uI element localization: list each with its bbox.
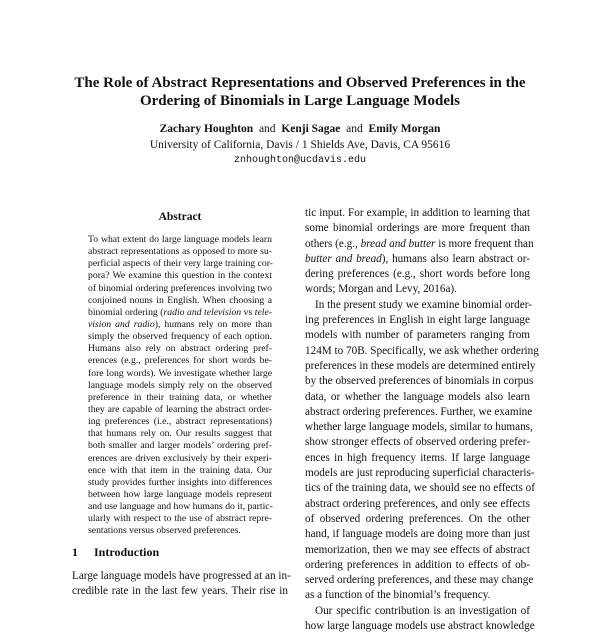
- text-span: conjoined nouns in English. When choosing a: [88, 294, 272, 306]
- section-title: Introduction: [94, 545, 160, 559]
- text-span: study provides further insights into differences: [88, 476, 272, 488]
- section-heading-introduction: [72, 545, 159, 560]
- text-line: [305, 405, 533, 420]
- introduction-right-column: [305, 206, 539, 634]
- text-span: Large language models have progressed at an in-: [72, 570, 291, 582]
- text-span: To what extent do large language models learn: [88, 234, 272, 245]
- text-line: [305, 252, 530, 267]
- text-span: erences (e.g., preferences for short words be-: [88, 355, 272, 367]
- text-line: [305, 497, 530, 512]
- text-line: [305, 282, 530, 297]
- abstract-body: [88, 234, 272, 538]
- text-line: [305, 237, 534, 252]
- text-span: ), humans also learn abstract or-: [381, 252, 530, 265]
- text-span: In the present study we examine binomial order-: [315, 298, 532, 311]
- text-line: [305, 527, 530, 542]
- text-line: [88, 477, 272, 489]
- text-line: [305, 451, 530, 466]
- text-line: [88, 428, 272, 440]
- text-line: [305, 604, 530, 619]
- text-line: [305, 588, 530, 603]
- text-line: [305, 573, 534, 588]
- text-span: show stronger effects of observed ordering prefer-: [305, 436, 530, 449]
- author-name: Kenji Sagae: [281, 123, 341, 135]
- text-line: [88, 331, 272, 343]
- text-span: abstract representations as opposed to more su-: [88, 246, 272, 258]
- text-span: preference in their training data, or whether: [88, 391, 272, 403]
- text-span: data, or whether the language models also learn: [305, 390, 530, 403]
- text-span: as a function of the binomial’s frequency.: [305, 589, 491, 602]
- text-line: [305, 344, 539, 359]
- text-line: [305, 558, 530, 573]
- text-line: [305, 267, 530, 282]
- text-line: [88, 307, 272, 319]
- text-line: [305, 481, 535, 496]
- text-line: [88, 440, 272, 452]
- italic-text: vision and radio: [88, 318, 155, 330]
- text-span: is more frequent than: [435, 237, 534, 250]
- italic-text: radio and television: [163, 306, 242, 318]
- text-span: binomial ordering (: [88, 306, 164, 318]
- text-line: [305, 420, 533, 435]
- text-span: ing preferences in English in eight large language: [305, 314, 530, 327]
- author-email: znhoughton@ucdavis.edu: [233, 155, 367, 166]
- author-name: Emily Morgan: [368, 123, 441, 135]
- italic-text: butter and bread: [305, 252, 382, 265]
- text-line: [305, 374, 534, 389]
- text-span: models are just reproducing superficial characteris-: [305, 467, 535, 480]
- text-span: how large language models use abstract knowledge: [305, 620, 535, 633]
- introduction-left-column: [72, 569, 291, 600]
- text-line: [72, 569, 291, 584]
- text-span: of observed ordering preferences. On the other: [305, 512, 530, 525]
- text-line: [88, 246, 272, 258]
- text-span: that humans rely on. Our results suggest that: [88, 428, 272, 440]
- text-span: memorization, then we may see effects of abstract: [305, 543, 530, 556]
- text-line: [88, 368, 272, 380]
- text-line: [88, 258, 272, 270]
- text-span: simply the observed frequency of each option.: [88, 331, 272, 343]
- text-span: pora? We examine this question in the context: [88, 270, 272, 282]
- text-span: of binomial ordering preferences involving two: [88, 282, 272, 294]
- text-line: [88, 355, 272, 367]
- text-line: [88, 513, 272, 525]
- text-line: [305, 359, 536, 374]
- text-line: [88, 453, 272, 465]
- abstract-heading: Abstract: [158, 211, 202, 223]
- text-line: [305, 206, 530, 221]
- text-span: perficial aspects of their very large training cor-: [88, 258, 273, 270]
- text-line: [88, 501, 272, 513]
- text-span: fore long words). We investigate whether large: [88, 367, 272, 379]
- text-span: between how large language models represent: [88, 488, 272, 500]
- title-line-2: Ordering of Binomials in Large Language Models: [139, 93, 460, 109]
- paper-title: [0, 74, 600, 110]
- text-line: [88, 319, 272, 331]
- text-span: vs: [241, 306, 255, 318]
- text-line: [305, 466, 535, 481]
- text-line: [88, 270, 272, 282]
- text-span: Our specific contribution is an investigation of: [315, 604, 530, 617]
- text-span: ences in high frequency items. If large language: [305, 451, 530, 464]
- text-span: they are capable of learning the abstract order-: [88, 403, 272, 415]
- text-line: [88, 404, 272, 416]
- text-span: 124M to 70B. Specifically, we ask whether ordering: [305, 344, 539, 357]
- text-line: [305, 390, 530, 405]
- text-span: sentations versus observed preferences.: [88, 525, 241, 537]
- text-line: [305, 221, 530, 236]
- text-line: [88, 380, 272, 392]
- italic-text: bread and butter: [360, 237, 436, 250]
- text-line: [88, 295, 272, 307]
- affiliation: University of California, Davis / 1 Shields Ave, Davis, CA 95616: [149, 139, 451, 151]
- text-span: tics of the training data, we should see no effects of: [305, 482, 535, 495]
- text-span: tic input. For example, in addition to learning that: [305, 207, 530, 219]
- text-line: [88, 489, 272, 501]
- text-line: [88, 343, 272, 355]
- text-span: Humans also rely on abstract ordering pref-: [88, 343, 272, 355]
- text-line: [88, 525, 272, 537]
- text-span: and use language and how humans do it, partic-: [88, 501, 273, 513]
- text-span: language models simply rely on the observed: [88, 379, 272, 391]
- author-name: Zachary Houghton: [159, 123, 254, 135]
- text-line: [305, 512, 530, 527]
- text-line: [88, 392, 272, 404]
- text-span: abstract ordering preferences, and only see effects: [305, 497, 530, 510]
- text-span: whether large language models, similar to humans,: [305, 421, 533, 434]
- text-span: ularly with respect to the use of abstract repre-: [88, 513, 272, 525]
- author-conjunction: and: [258, 123, 276, 135]
- text-line: [305, 435, 530, 450]
- text-line: [88, 234, 272, 246]
- text-line: [88, 465, 272, 477]
- text-span: ), humans rely on more than: [154, 318, 272, 330]
- text-span: erences are driven exclusively by their experi-: [88, 452, 272, 464]
- text-span: ordering preferences in addition to effects of ob-: [305, 558, 530, 571]
- text-span: served ordering preferences, and these may change: [305, 574, 534, 587]
- text-span: dering preferences (e.g., short words before long: [305, 268, 530, 281]
- text-span: words; Morgan and Levy, 2016a).: [305, 283, 457, 296]
- text-span: preferences in these models are determined entirely: [305, 359, 536, 372]
- text-line: [305, 298, 530, 313]
- text-span: credible rate in the last few years. Their rise in: [72, 585, 288, 598]
- text-span: abstract ordering preferences. Further, we examine: [305, 405, 533, 418]
- author-conjunction: and: [346, 123, 363, 135]
- text-span: some binomial orderings are more frequent than: [305, 222, 530, 235]
- title-line-1: The Role of Abstract Representations and Observed Preferences in the: [74, 75, 526, 91]
- text-span: by the observed preferences of binomials in corpus: [305, 375, 534, 388]
- text-line: [305, 543, 530, 558]
- text-span: ing preferences (i.e., abstract representations): [88, 416, 272, 428]
- italic-text: tele-: [254, 306, 272, 318]
- text-line: [88, 416, 272, 428]
- text-span: hand, if language models are doing more than just: [305, 528, 530, 541]
- text-span: models with number of parameters ranging from: [305, 329, 530, 342]
- text-span: ence with that item in the training data. Our: [88, 464, 272, 476]
- text-line: [72, 584, 288, 599]
- text-span: both smaller and larger models’ ordering pref-: [88, 440, 272, 452]
- text-line: [88, 283, 272, 295]
- text-span: others (e.g.,: [305, 237, 361, 250]
- section-number: 1: [72, 545, 78, 559]
- text-line: [305, 313, 530, 328]
- text-line: [305, 619, 535, 634]
- author-list: [0, 123, 600, 135]
- text-line: [305, 328, 530, 343]
